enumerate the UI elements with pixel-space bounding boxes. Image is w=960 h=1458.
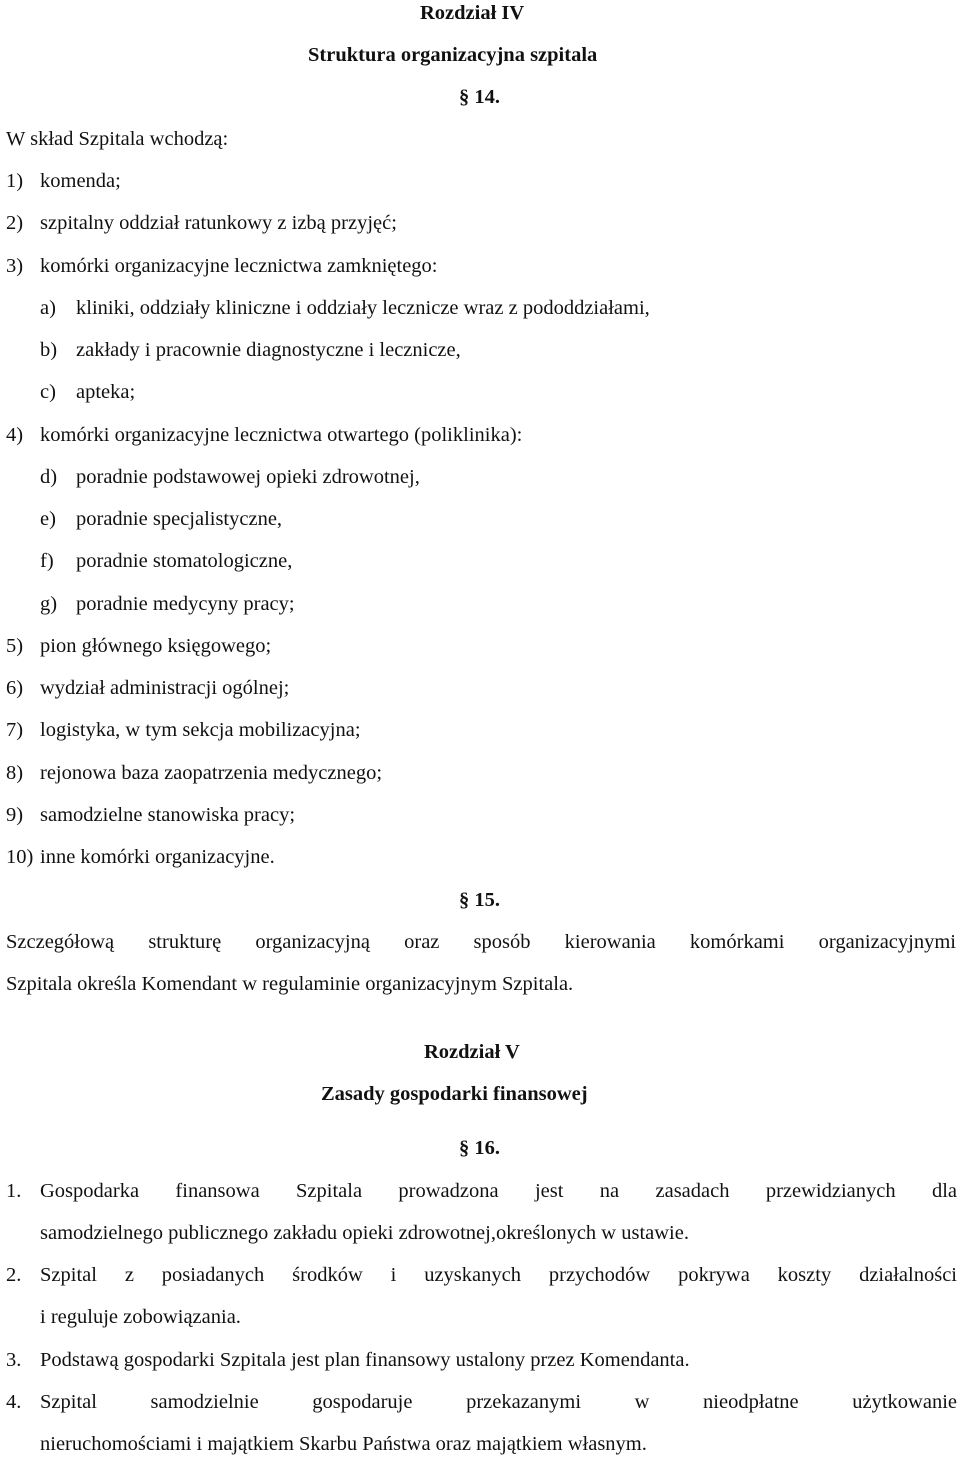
section-heading: § 16. [459, 1137, 500, 1159]
list-text: Gospodarka finansowa Szpitala prowadzona jest na zasadach przewidzianych dla [40, 1180, 957, 1202]
list-text: logistyka, w tym sekcja mobilizacyjna; [40, 719, 361, 741]
list-number: 10) [6, 846, 34, 868]
list-number: 7) [6, 719, 24, 741]
list-number: 8) [6, 762, 24, 784]
list-number: 3. [6, 1349, 22, 1371]
list-text: apteka; [76, 381, 136, 403]
list-text: poradnie specjalistyczne, [76, 508, 283, 530]
list-text: poradnie podstawowej opieki zdrowotnej, [76, 466, 420, 488]
list-number: b) [40, 339, 58, 361]
chapter-subtitle: Struktura organizacyjna szpitala [308, 44, 598, 66]
list-text: rejonowa baza zaopatrzenia medycznego; [40, 762, 383, 784]
list-number: 2) [6, 212, 24, 234]
list-number: f) [40, 550, 54, 572]
list-text: kliniki, oddziały kliniczne i oddziały lecznicze wraz z pododdziałami, [76, 297, 650, 319]
list-text: pion głównego księgowego; [40, 635, 272, 657]
list-number: c) [40, 381, 56, 403]
list-number: g) [40, 593, 58, 615]
chapter-title: Rozdział IV [420, 2, 525, 24]
list-number: 4) [6, 424, 24, 446]
list-text: Szpital samodzielnie gospodaruje przekazanymi w nieodpłatne użytkowanie [40, 1391, 957, 1413]
list-text: Podstawą gospodarki Szpitala jest plan finansowy ustalony przez Komendanta. [40, 1349, 690, 1371]
list-number: 3) [6, 255, 24, 277]
list-number: d) [40, 466, 58, 488]
intro-text: W skład Szpitala wchodzą: [6, 128, 229, 150]
list-text: komórki organizacyjne lecznictwa otwartego (poliklinika): [40, 424, 523, 446]
list-text-continued: nieruchomościami i majątkiem Skarbu Państwa oraz majątkiem własnym. [40, 1433, 647, 1455]
list-text: poradnie medycyny pracy; [76, 593, 295, 615]
list-text: komórki organizacyjne lecznictwa zamkniętego: [40, 255, 438, 277]
list-text: poradnie stomatologiczne, [76, 550, 293, 572]
list-number: e) [40, 508, 56, 530]
list-number: 6) [6, 677, 24, 699]
list-text-continued: i reguluje zobowiązania. [40, 1306, 241, 1328]
list-text: komenda; [40, 170, 121, 192]
paragraph-line: Szpitala określa Komendant w regulaminie organizacyjnym Szpitala. [6, 973, 574, 995]
list-text: Szpital z posiadanych środków i uzyskanych przychodów pokrywa koszty działalności [40, 1264, 957, 1286]
list-text-continued: samodzielnego publicznego zakładu opieki zdrowotnej,określonych w ustawie. [40, 1222, 689, 1244]
section-heading: § 15. [459, 889, 500, 911]
list-text: wydział administracji ogólnej; [40, 677, 290, 699]
list-number: a) [40, 297, 56, 319]
list-number: 1) [6, 170, 24, 192]
list-number: 4. [6, 1391, 22, 1413]
list-number: 5) [6, 635, 24, 657]
list-text: inne komórki organizacyjne. [40, 846, 275, 868]
chapter-subtitle: Zasady gospodarki finansowej [321, 1083, 588, 1105]
list-number: 1. [6, 1180, 22, 1202]
list-text: samodzielne stanowiska pracy; [40, 804, 296, 826]
list-number: 2. [6, 1264, 22, 1286]
paragraph-line: Szczegółową strukturę organizacyjną oraz sposób kierowania komórkami organizacyjnymi [6, 931, 956, 953]
list-number: 9) [6, 804, 24, 826]
list-text: zakłady i pracownie diagnostyczne i lecznicze, [76, 339, 461, 361]
list-text: szpitalny oddział ratunkowy z izbą przyjęć; [40, 212, 397, 234]
chapter-title: Rozdział V [424, 1041, 520, 1063]
section-heading: § 14. [459, 86, 500, 108]
